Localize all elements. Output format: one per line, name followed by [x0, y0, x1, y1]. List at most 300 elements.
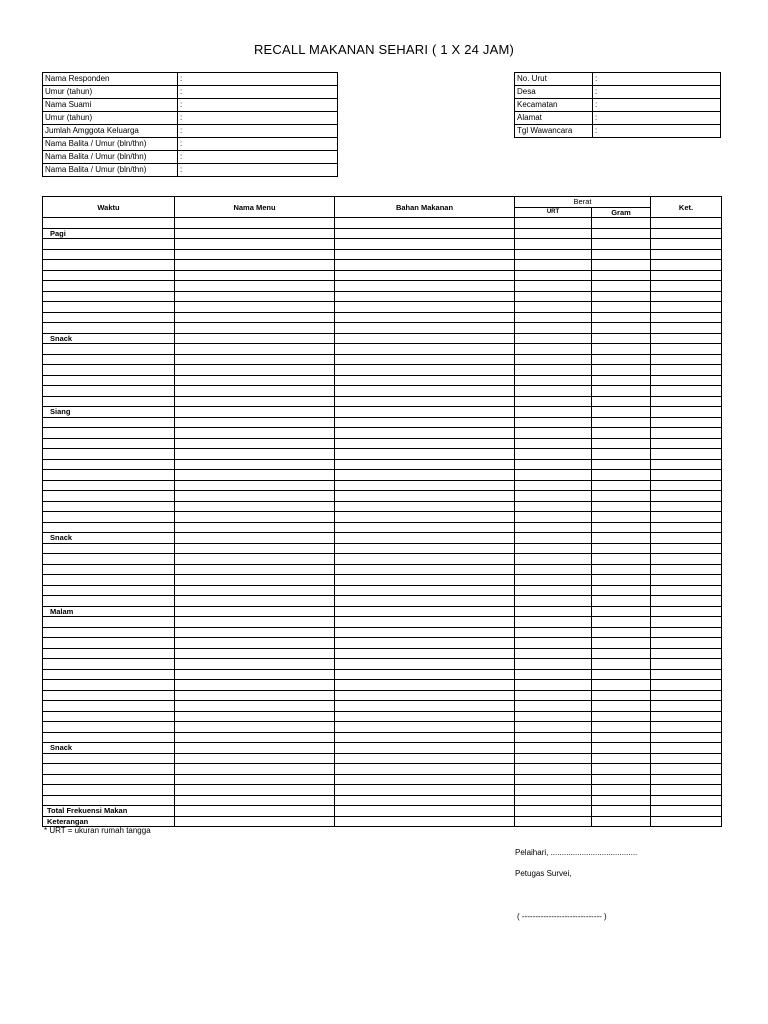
- cell-nama-menu[interactable]: [175, 648, 335, 659]
- cell-nama-menu[interactable]: [175, 501, 335, 512]
- cell-nama-menu[interactable]: [175, 407, 335, 418]
- cell-gram[interactable]: [592, 533, 651, 544]
- cell-urt[interactable]: [515, 764, 592, 775]
- cell-ket[interactable]: [651, 239, 722, 250]
- cell-gram[interactable]: [592, 438, 651, 449]
- cell-bahan-makanan[interactable]: [335, 627, 515, 638]
- cell-bahan-makanan[interactable]: [335, 690, 515, 701]
- cell-urt[interactable]: [515, 512, 592, 523]
- cell-waktu[interactable]: [43, 270, 175, 281]
- cell-urt[interactable]: [515, 627, 592, 638]
- cell-bahan-makanan[interactable]: [335, 816, 515, 827]
- cell-urt[interactable]: [515, 659, 592, 670]
- cell-waktu[interactable]: [43, 449, 175, 460]
- cell-bahan-makanan[interactable]: [335, 575, 515, 586]
- cell-ket[interactable]: [651, 249, 722, 260]
- cell-waktu[interactable]: [43, 260, 175, 271]
- cell-waktu[interactable]: [43, 281, 175, 292]
- cell-ket[interactable]: [651, 375, 722, 386]
- cell-ket[interactable]: [651, 795, 722, 806]
- cell-ket[interactable]: [651, 312, 722, 323]
- cell-nama-menu[interactable]: [175, 669, 335, 680]
- cell-ket[interactable]: [651, 470, 722, 481]
- cell-nama-menu[interactable]: [175, 701, 335, 712]
- cell-bahan-makanan[interactable]: [335, 806, 515, 817]
- cell-gram[interactable]: [592, 333, 651, 344]
- cell-ket[interactable]: [651, 323, 722, 334]
- cell-waktu[interactable]: [43, 732, 175, 743]
- cell-ket[interactable]: [651, 480, 722, 491]
- cell-waktu[interactable]: [43, 638, 175, 649]
- cell-gram[interactable]: [592, 375, 651, 386]
- cell-nama-menu[interactable]: [175, 638, 335, 649]
- cell-bahan-makanan[interactable]: [335, 638, 515, 649]
- cell-urt[interactable]: [515, 312, 592, 323]
- cell-nama-menu[interactable]: [175, 816, 335, 827]
- info-value[interactable]: :: [178, 164, 338, 177]
- cell-nama-menu[interactable]: [175, 491, 335, 502]
- cell-waktu[interactable]: [43, 239, 175, 250]
- cell-gram[interactable]: [592, 407, 651, 418]
- cell-bahan-makanan[interactable]: [335, 270, 515, 281]
- cell-bahan-makanan[interactable]: [335, 260, 515, 271]
- cell-waktu[interactable]: [43, 218, 175, 229]
- cell-urt[interactable]: [515, 575, 592, 586]
- cell-nama-menu[interactable]: [175, 375, 335, 386]
- cell-ket[interactable]: [651, 816, 722, 827]
- info-value[interactable]: :: [593, 99, 721, 112]
- cell-bahan-makanan[interactable]: [335, 785, 515, 796]
- cell-nama-menu[interactable]: [175, 711, 335, 722]
- cell-gram[interactable]: [592, 743, 651, 754]
- cell-bahan-makanan[interactable]: [335, 617, 515, 628]
- cell-urt[interactable]: [515, 701, 592, 712]
- cell-ket[interactable]: [651, 753, 722, 764]
- cell-urt[interactable]: [515, 333, 592, 344]
- cell-waktu[interactable]: [43, 354, 175, 365]
- cell-bahan-makanan[interactable]: [335, 606, 515, 617]
- cell-gram[interactable]: [592, 312, 651, 323]
- cell-nama-menu[interactable]: [175, 480, 335, 491]
- cell-urt[interactable]: [515, 239, 592, 250]
- cell-urt[interactable]: [515, 753, 592, 764]
- cell-ket[interactable]: [651, 638, 722, 649]
- cell-nama-menu[interactable]: [175, 575, 335, 586]
- cell-ket[interactable]: [651, 680, 722, 691]
- info-value[interactable]: :: [178, 86, 338, 99]
- cell-waktu[interactable]: [43, 795, 175, 806]
- cell-waktu[interactable]: [43, 438, 175, 449]
- cell-urt[interactable]: [515, 711, 592, 722]
- cell-waktu[interactable]: [43, 302, 175, 313]
- cell-waktu[interactable]: [43, 690, 175, 701]
- cell-nama-menu[interactable]: [175, 260, 335, 271]
- cell-urt[interactable]: [515, 501, 592, 512]
- cell-waktu[interactable]: [43, 722, 175, 733]
- cell-gram[interactable]: [592, 270, 651, 281]
- cell-bahan-makanan[interactable]: [335, 533, 515, 544]
- cell-bahan-makanan[interactable]: [335, 239, 515, 250]
- cell-waktu[interactable]: [43, 291, 175, 302]
- cell-nama-menu[interactable]: [175, 333, 335, 344]
- cell-ket[interactable]: [651, 407, 722, 418]
- cell-ket[interactable]: [651, 659, 722, 670]
- cell-waktu[interactable]: [43, 785, 175, 796]
- cell-bahan-makanan[interactable]: [335, 428, 515, 439]
- cell-bahan-makanan[interactable]: [335, 417, 515, 428]
- cell-nama-menu[interactable]: [175, 659, 335, 670]
- cell-bahan-makanan[interactable]: [335, 323, 515, 334]
- cell-urt[interactable]: [515, 270, 592, 281]
- cell-gram[interactable]: [592, 680, 651, 691]
- cell-urt[interactable]: [515, 470, 592, 481]
- info-value[interactable]: :: [593, 112, 721, 125]
- cell-waktu[interactable]: [43, 596, 175, 607]
- cell-waktu[interactable]: [43, 564, 175, 575]
- cell-urt[interactable]: [515, 375, 592, 386]
- cell-waktu[interactable]: [43, 512, 175, 523]
- cell-waktu[interactable]: [43, 680, 175, 691]
- cell-urt[interactable]: [515, 449, 592, 460]
- cell-bahan-makanan[interactable]: [335, 333, 515, 344]
- cell-waktu[interactable]: [43, 344, 175, 355]
- cell-bahan-makanan[interactable]: [335, 218, 515, 229]
- cell-gram[interactable]: [592, 617, 651, 628]
- cell-ket[interactable]: [651, 302, 722, 313]
- cell-bahan-makanan[interactable]: [335, 312, 515, 323]
- cell-bahan-makanan[interactable]: [335, 564, 515, 575]
- cell-bahan-makanan[interactable]: [335, 669, 515, 680]
- cell-nama-menu[interactable]: [175, 459, 335, 470]
- cell-ket[interactable]: [651, 732, 722, 743]
- cell-gram[interactable]: [592, 228, 651, 239]
- cell-gram[interactable]: [592, 239, 651, 250]
- cell-nama-menu[interactable]: [175, 470, 335, 481]
- cell-gram[interactable]: [592, 648, 651, 659]
- cell-ket[interactable]: [651, 764, 722, 775]
- cell-nama-menu[interactable]: [175, 617, 335, 628]
- cell-nama-menu[interactable]: [175, 543, 335, 554]
- cell-ket[interactable]: [651, 512, 722, 523]
- cell-gram[interactable]: [592, 795, 651, 806]
- cell-bahan-makanan[interactable]: [335, 449, 515, 460]
- cell-gram[interactable]: [592, 596, 651, 607]
- cell-urt[interactable]: [515, 480, 592, 491]
- cell-urt[interactable]: [515, 323, 592, 334]
- cell-bahan-makanan[interactable]: [335, 281, 515, 292]
- cell-nama-menu[interactable]: [175, 323, 335, 334]
- cell-waktu[interactable]: [43, 659, 175, 670]
- cell-waktu[interactable]: [43, 459, 175, 470]
- cell-ket[interactable]: [651, 260, 722, 271]
- cell-urt[interactable]: [515, 354, 592, 365]
- cell-gram[interactable]: [592, 575, 651, 586]
- cell-ket[interactable]: [651, 522, 722, 533]
- cell-nama-menu[interactable]: [175, 386, 335, 397]
- cell-urt[interactable]: [515, 344, 592, 355]
- cell-gram[interactable]: [592, 512, 651, 523]
- cell-urt[interactable]: [515, 606, 592, 617]
- cell-gram[interactable]: [592, 659, 651, 670]
- cell-gram[interactable]: [592, 386, 651, 397]
- cell-nama-menu[interactable]: [175, 606, 335, 617]
- cell-waktu[interactable]: [43, 753, 175, 764]
- cell-urt[interactable]: [515, 743, 592, 754]
- cell-gram[interactable]: [592, 690, 651, 701]
- cell-urt[interactable]: [515, 459, 592, 470]
- cell-urt[interactable]: [515, 365, 592, 376]
- cell-nama-menu[interactable]: [175, 249, 335, 260]
- cell-bahan-makanan[interactable]: [335, 512, 515, 523]
- cell-ket[interactable]: [651, 438, 722, 449]
- cell-gram[interactable]: [592, 764, 651, 775]
- cell-ket[interactable]: [651, 218, 722, 229]
- cell-nama-menu[interactable]: [175, 302, 335, 313]
- cell-gram[interactable]: [592, 354, 651, 365]
- cell-urt[interactable]: [515, 785, 592, 796]
- cell-gram[interactable]: [592, 669, 651, 680]
- cell-ket[interactable]: [651, 690, 722, 701]
- cell-bahan-makanan[interactable]: [335, 375, 515, 386]
- cell-ket[interactable]: [651, 449, 722, 460]
- cell-waktu[interactable]: [43, 585, 175, 596]
- cell-nama-menu[interactable]: [175, 218, 335, 229]
- info-value[interactable]: :: [593, 73, 721, 86]
- cell-ket[interactable]: [651, 806, 722, 817]
- cell-nama-menu[interactable]: [175, 417, 335, 428]
- cell-bahan-makanan[interactable]: [335, 407, 515, 418]
- cell-bahan-makanan[interactable]: [335, 764, 515, 775]
- cell-ket[interactable]: [651, 701, 722, 712]
- cell-urt[interactable]: [515, 522, 592, 533]
- cell-nama-menu[interactable]: [175, 270, 335, 281]
- cell-urt[interactable]: [515, 585, 592, 596]
- cell-ket[interactable]: [651, 785, 722, 796]
- cell-bahan-makanan[interactable]: [335, 585, 515, 596]
- cell-urt[interactable]: [515, 795, 592, 806]
- info-value[interactable]: :: [178, 151, 338, 164]
- cell-urt[interactable]: [515, 491, 592, 502]
- cell-urt[interactable]: [515, 438, 592, 449]
- cell-urt[interactable]: [515, 249, 592, 260]
- cell-gram[interactable]: [592, 449, 651, 460]
- cell-urt[interactable]: [515, 386, 592, 397]
- cell-urt[interactable]: [515, 774, 592, 785]
- cell-waktu[interactable]: [43, 491, 175, 502]
- cell-gram[interactable]: [592, 554, 651, 565]
- cell-waktu[interactable]: [43, 711, 175, 722]
- cell-ket[interactable]: [651, 365, 722, 376]
- cell-ket[interactable]: [651, 344, 722, 355]
- cell-gram[interactable]: [592, 501, 651, 512]
- info-value[interactable]: :: [178, 112, 338, 125]
- cell-bahan-makanan[interactable]: [335, 354, 515, 365]
- cell-ket[interactable]: [651, 743, 722, 754]
- cell-urt[interactable]: [515, 260, 592, 271]
- cell-gram[interactable]: [592, 344, 651, 355]
- cell-ket[interactable]: [651, 533, 722, 544]
- cell-nama-menu[interactable]: [175, 680, 335, 691]
- cell-waktu[interactable]: [43, 627, 175, 638]
- cell-nama-menu[interactable]: [175, 354, 335, 365]
- cell-urt[interactable]: [515, 543, 592, 554]
- cell-nama-menu[interactable]: [175, 281, 335, 292]
- cell-gram[interactable]: [592, 522, 651, 533]
- cell-urt[interactable]: [515, 732, 592, 743]
- cell-gram[interactable]: [592, 260, 651, 271]
- cell-waktu[interactable]: [43, 480, 175, 491]
- cell-nama-menu[interactable]: [175, 690, 335, 701]
- cell-ket[interactable]: [651, 627, 722, 638]
- cell-nama-menu[interactable]: [175, 512, 335, 523]
- cell-bahan-makanan[interactable]: [335, 291, 515, 302]
- cell-waktu[interactable]: [43, 470, 175, 481]
- cell-ket[interactable]: [651, 459, 722, 470]
- cell-nama-menu[interactable]: [175, 585, 335, 596]
- cell-urt[interactable]: [515, 407, 592, 418]
- cell-gram[interactable]: [592, 543, 651, 554]
- cell-ket[interactable]: [651, 491, 722, 502]
- cell-bahan-makanan[interactable]: [335, 680, 515, 691]
- cell-nama-menu[interactable]: [175, 533, 335, 544]
- cell-ket[interactable]: [651, 333, 722, 344]
- cell-bahan-makanan[interactable]: [335, 491, 515, 502]
- cell-gram[interactable]: [592, 459, 651, 470]
- cell-nama-menu[interactable]: [175, 239, 335, 250]
- info-value[interactable]: :: [593, 86, 721, 99]
- info-value[interactable]: :: [178, 99, 338, 112]
- cell-gram[interactable]: [592, 302, 651, 313]
- cell-ket[interactable]: [651, 428, 722, 439]
- cell-ket[interactable]: [651, 386, 722, 397]
- cell-ket[interactable]: [651, 606, 722, 617]
- cell-gram[interactable]: [592, 638, 651, 649]
- cell-waktu[interactable]: [43, 501, 175, 512]
- cell-waktu[interactable]: [43, 396, 175, 407]
- cell-gram[interactable]: [592, 365, 651, 376]
- cell-gram[interactable]: [592, 480, 651, 491]
- info-value[interactable]: :: [593, 125, 721, 138]
- cell-ket[interactable]: [651, 575, 722, 586]
- cell-nama-menu[interactable]: [175, 774, 335, 785]
- cell-nama-menu[interactable]: [175, 743, 335, 754]
- cell-urt[interactable]: [515, 669, 592, 680]
- info-value[interactable]: :: [178, 125, 338, 138]
- cell-ket[interactable]: [651, 396, 722, 407]
- cell-gram[interactable]: [592, 606, 651, 617]
- cell-ket[interactable]: [651, 291, 722, 302]
- cell-waktu[interactable]: [43, 375, 175, 386]
- cell-bahan-makanan[interactable]: [335, 743, 515, 754]
- cell-bahan-makanan[interactable]: [335, 501, 515, 512]
- cell-nama-menu[interactable]: [175, 627, 335, 638]
- cell-gram[interactable]: [592, 428, 651, 439]
- cell-ket[interactable]: [651, 228, 722, 239]
- cell-urt[interactable]: [515, 417, 592, 428]
- cell-bahan-makanan[interactable]: [335, 648, 515, 659]
- cell-bahan-makanan[interactable]: [335, 753, 515, 764]
- cell-gram[interactable]: [592, 774, 651, 785]
- cell-gram[interactable]: [592, 396, 651, 407]
- cell-waktu[interactable]: [43, 764, 175, 775]
- cell-bahan-makanan[interactable]: [335, 344, 515, 355]
- cell-urt[interactable]: [515, 638, 592, 649]
- cell-nama-menu[interactable]: [175, 291, 335, 302]
- cell-bahan-makanan[interactable]: [335, 732, 515, 743]
- cell-waktu[interactable]: [43, 669, 175, 680]
- cell-nama-menu[interactable]: [175, 438, 335, 449]
- cell-gram[interactable]: [592, 249, 651, 260]
- cell-urt[interactable]: [515, 564, 592, 575]
- cell-gram[interactable]: [592, 585, 651, 596]
- cell-waktu[interactable]: [43, 543, 175, 554]
- cell-ket[interactable]: [651, 417, 722, 428]
- cell-nama-menu[interactable]: [175, 449, 335, 460]
- cell-nama-menu[interactable]: [175, 732, 335, 743]
- cell-bahan-makanan[interactable]: [335, 396, 515, 407]
- cell-urt[interactable]: [515, 396, 592, 407]
- cell-nama-menu[interactable]: [175, 596, 335, 607]
- cell-gram[interactable]: [592, 218, 651, 229]
- cell-ket[interactable]: [651, 711, 722, 722]
- cell-nama-menu[interactable]: [175, 396, 335, 407]
- cell-ket[interactable]: [651, 669, 722, 680]
- cell-gram[interactable]: [592, 711, 651, 722]
- cell-bahan-makanan[interactable]: [335, 249, 515, 260]
- cell-waktu[interactable]: [43, 312, 175, 323]
- cell-urt[interactable]: [515, 302, 592, 313]
- cell-urt[interactable]: [515, 722, 592, 733]
- cell-bahan-makanan[interactable]: [335, 596, 515, 607]
- cell-gram[interactable]: [592, 281, 651, 292]
- cell-ket[interactable]: [651, 543, 722, 554]
- cell-waktu[interactable]: [43, 575, 175, 586]
- cell-bahan-makanan[interactable]: [335, 774, 515, 785]
- cell-bahan-makanan[interactable]: [335, 659, 515, 670]
- cell-urt[interactable]: [515, 680, 592, 691]
- cell-urt[interactable]: [515, 690, 592, 701]
- cell-bahan-makanan[interactable]: [335, 701, 515, 712]
- cell-urt[interactable]: [515, 228, 592, 239]
- cell-ket[interactable]: [651, 554, 722, 565]
- cell-nama-menu[interactable]: [175, 806, 335, 817]
- cell-nama-menu[interactable]: [175, 554, 335, 565]
- cell-waktu[interactable]: [43, 648, 175, 659]
- cell-nama-menu[interactable]: [175, 428, 335, 439]
- cell-urt[interactable]: [515, 806, 592, 817]
- cell-bahan-makanan[interactable]: [335, 722, 515, 733]
- cell-nama-menu[interactable]: [175, 722, 335, 733]
- cell-ket[interactable]: [651, 774, 722, 785]
- cell-urt[interactable]: [515, 533, 592, 544]
- info-value[interactable]: :: [178, 73, 338, 86]
- cell-nama-menu[interactable]: [175, 795, 335, 806]
- cell-bahan-makanan[interactable]: [335, 365, 515, 376]
- cell-urt[interactable]: [515, 648, 592, 659]
- cell-gram[interactable]: [592, 417, 651, 428]
- cell-nama-menu[interactable]: [175, 312, 335, 323]
- cell-nama-menu[interactable]: [175, 753, 335, 764]
- cell-gram[interactable]: [592, 785, 651, 796]
- cell-bahan-makanan[interactable]: [335, 554, 515, 565]
- cell-urt[interactable]: [515, 554, 592, 565]
- cell-gram[interactable]: [592, 753, 651, 764]
- cell-nama-menu[interactable]: [175, 564, 335, 575]
- cell-waktu[interactable]: [43, 522, 175, 533]
- cell-bahan-makanan[interactable]: [335, 795, 515, 806]
- cell-ket[interactable]: [651, 648, 722, 659]
- cell-waktu[interactable]: [43, 428, 175, 439]
